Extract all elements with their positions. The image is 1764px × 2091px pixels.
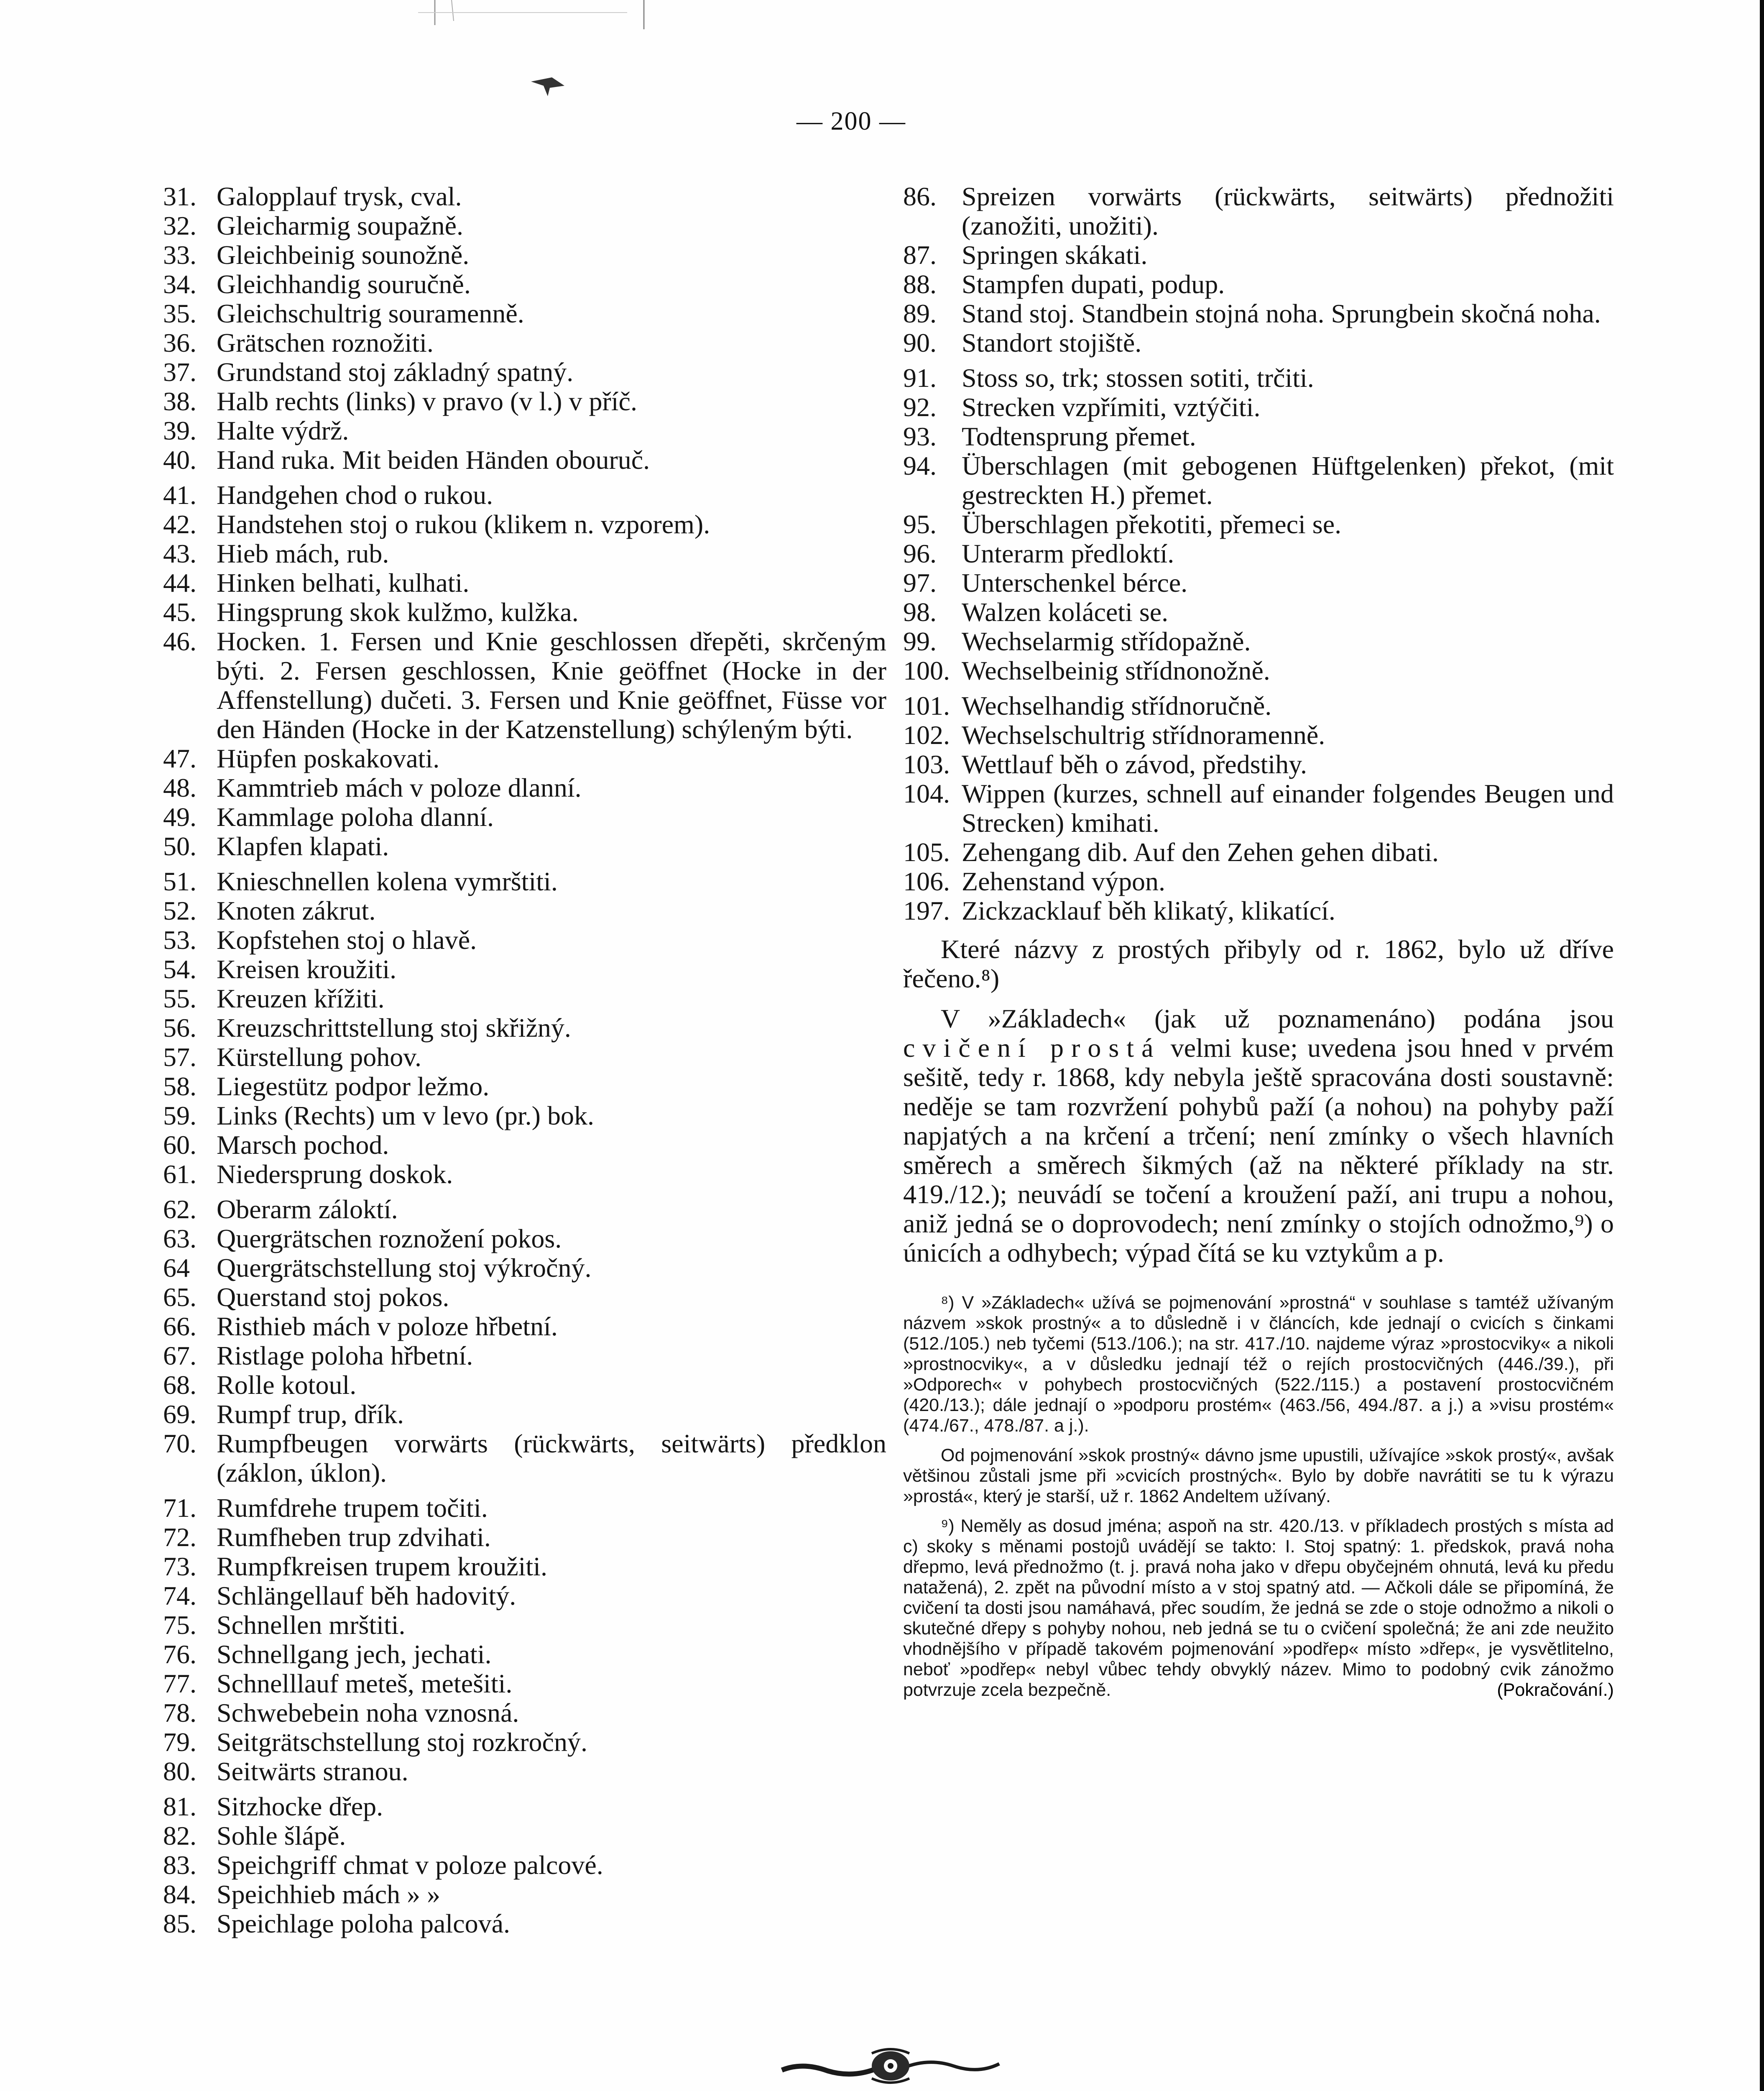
entry-text: Speichgriff chmat v poloze palcové. bbox=[217, 1850, 603, 1880]
entry-text: Strecken vzpřímiti, vztýčiti. bbox=[962, 392, 1261, 422]
paragraph-spaced: cvičení prostá bbox=[903, 1033, 1161, 1063]
list-item bbox=[163, 1429, 886, 1488]
entry-number: 96. bbox=[903, 539, 937, 568]
list-item bbox=[163, 1909, 886, 1938]
entry-number: 36. bbox=[163, 328, 197, 358]
list-item bbox=[163, 387, 886, 416]
entry-text: Walzen koláceti se. bbox=[962, 597, 1169, 627]
list-item bbox=[163, 1224, 886, 1253]
entry-number: 97. bbox=[903, 568, 937, 598]
list-item bbox=[163, 1851, 886, 1880]
entry-text: Überschlagen (mit gebogenen Hüftgelenken) překot, (mit gestreckten H.) přemet. bbox=[962, 451, 1614, 510]
entry-text: Galopplauf trysk, cval. bbox=[217, 181, 462, 211]
entry-text: Spreizen vorwärts (rückwärts, seitwärts) přednožiti (zanožiti, unožiti). bbox=[962, 181, 1614, 240]
paragraph-lead: V »Základech« (jak už poznamenáno) podána jsou bbox=[941, 1004, 1614, 1033]
list-item bbox=[163, 1253, 886, 1283]
entry-number: 39. bbox=[163, 416, 197, 445]
entry-number: 43. bbox=[163, 539, 197, 568]
entry-number: 70. bbox=[163, 1429, 197, 1458]
entry-text: Gleichschultrig souramenně. bbox=[217, 299, 524, 328]
entry-text: Oberarm záloktí. bbox=[217, 1194, 398, 1224]
entry-text: Hocken. 1. Fersen und Knie geschlossen dřepěti, skrčeným býti. 2. Fersen geschlossen, Knie geöffnet (Hocke in der Affenstellung) dučeti. 3. Fersen und Knie geöffnet, Füsse vor den Händen (Hocke in der Katzenstellung) schýleným býti. bbox=[217, 626, 886, 744]
list-item bbox=[163, 1341, 886, 1370]
list-item bbox=[163, 803, 886, 832]
entry-number: 38. bbox=[163, 386, 197, 416]
entry-number: 40. bbox=[163, 445, 197, 475]
entry-number: 63. bbox=[163, 1224, 197, 1253]
entry-text: Todtensprung přemet. bbox=[962, 422, 1196, 451]
list-item bbox=[163, 598, 886, 627]
list-item bbox=[163, 568, 886, 598]
entry-number: 34. bbox=[163, 269, 197, 299]
entry-text: Grätschen roznožiti. bbox=[217, 328, 434, 358]
entry-number: 69. bbox=[163, 1399, 197, 1429]
left-column bbox=[163, 182, 886, 1938]
entry-number: 92. bbox=[903, 392, 937, 422]
footnote-8-continued: Od pojmenování »skok prostný« dávno jsme upustili, užívajíce »skok prostý«, avšak většinou zůstali jsme při »cvicích prostných«. Bylo by dobře navrátiti se tu k výrazu »prostá«, který je starší, už r. 1862 Andeltem užívaný. bbox=[903, 1445, 1614, 1506]
entry-number: 49. bbox=[163, 802, 197, 832]
entry-text: Stand stoj. Standbein stojná noha. Sprungbein skočná noha. bbox=[962, 299, 1601, 328]
entry-number: 68. bbox=[163, 1370, 197, 1400]
entry-number: 86. bbox=[903, 181, 937, 211]
entry-number: 57. bbox=[163, 1042, 197, 1072]
entry-text: Wippen (kurzes, schnell auf einander folgendes Beugen und Strecken) kmihati. bbox=[962, 779, 1614, 838]
entry-number: 72. bbox=[163, 1522, 197, 1552]
list-item bbox=[163, 539, 886, 568]
entry-number: 50. bbox=[163, 831, 197, 861]
entry-text: Kammlage poloha dlanní. bbox=[217, 802, 494, 832]
entry-number: 56. bbox=[163, 1013, 197, 1043]
entry-text: Zickzacklauf běh klikatý, klikatící. bbox=[962, 896, 1335, 925]
list-item bbox=[903, 568, 1614, 598]
entry-text: Zehenstand výpon. bbox=[962, 867, 1165, 896]
entry-text: Wechselschultrig střídnoramenně. bbox=[962, 720, 1325, 750]
entry-number: 98. bbox=[903, 597, 937, 627]
list-item bbox=[903, 539, 1614, 568]
entry-number: 55. bbox=[163, 984, 197, 1013]
entry-number: 84. bbox=[163, 1879, 197, 1909]
entry-number: 33. bbox=[163, 240, 197, 270]
entry-number: 59. bbox=[163, 1101, 197, 1130]
list-item bbox=[163, 1195, 886, 1224]
list-item bbox=[163, 445, 886, 475]
entry-text: Hingsprung skok kulžmo, kulžka. bbox=[217, 597, 579, 627]
entry-text: Unterarm předloktí. bbox=[962, 539, 1174, 568]
entry-text: Links (Rechts) um v levo (pr.) bok. bbox=[217, 1101, 594, 1130]
entry-text: Hinken belhati, kulhati. bbox=[217, 568, 470, 598]
list-item bbox=[163, 211, 886, 240]
footnote-9: ⁹) Neměly as dosud jména; aspoň na str. 420./13. v příkladech prostých s místa ad c) skoky s měnami postojů uvádějí se takto: I. Stoj spatný: 1. předskok, pravá noha dřepmo, levá přednožmo (t. j. pravá noha jako v dřepu obyčejném ohnutá, levá ku předu natažená), 2. zpět na původní místo a v stoj spatný atd. — Ačkoli dále se připomíná, že cvičení ta dosti jsou namáhavá, přec soudím, že jedná se zde o stoje odnožmo a nikoli o skutečné dřepy s pohyby nohou, neb jedná se tu o cvičení společná; že ani zde neužito vhodnějšího v případě takovém pojmenování »podřep« místo »dřep«, je vysvětlitelno, neboť »podřep« nebyl vůbec tehdy obvyklý název. Mimo to podobný cvik zánožmo potvrzuje zcela bezpečně. bbox=[903, 1516, 1614, 1700]
entry-text: Kreisen kroužiti. bbox=[217, 954, 397, 984]
paragraph-zaklady bbox=[903, 1004, 1614, 1268]
entry-text: Ristlage poloha hřbetní. bbox=[217, 1341, 473, 1370]
list-item bbox=[163, 1400, 886, 1429]
entry-text: Halb rechts (links) v pravo (v l.) v příč. bbox=[217, 386, 637, 416]
entry-text: Speichhieb mách » » bbox=[217, 1879, 440, 1909]
list-item bbox=[163, 182, 886, 211]
entry-number: 91. bbox=[903, 363, 937, 393]
entry-text: Gleichbeinig sounožně. bbox=[217, 240, 470, 270]
list-item bbox=[163, 955, 886, 984]
entry-text: Stoss so, trk; stossen sotiti, trčiti. bbox=[962, 363, 1314, 393]
entry-number: 95. bbox=[903, 509, 937, 539]
list-item bbox=[163, 627, 886, 744]
entry-text: Knoten zákrut. bbox=[217, 896, 376, 925]
entry-number: 93. bbox=[903, 422, 937, 451]
entry-text: Wettlauf běh o závod, předstihy. bbox=[962, 749, 1307, 779]
list-item bbox=[163, 1552, 886, 1581]
entry-number: 66. bbox=[163, 1311, 197, 1341]
entry-text: Wechselbeinig střídnonožně. bbox=[962, 656, 1270, 685]
entry-number: 61. bbox=[163, 1159, 197, 1189]
continued-label: (Pokračování.) bbox=[1497, 1680, 1614, 1700]
entry-number: 101. bbox=[903, 691, 950, 721]
entry-number: 67. bbox=[163, 1341, 197, 1370]
paragraph-rest: velmi kuse; uvedena jsou hned v prvém sešitě, tedy r. 1868, kdy nebyla ještě spracována dosti soustavně: neděje se tam rozvržení pohybů paží (a nohou) na pohyby paží napjatých a na krčení a trčení; není zmínky o všech hlavních směrech a směrech šikmých (až na některé příklady na str. 419./12.); neuvádí se točení a kroužení paží, ani trupu a nohou, aniž jedná se o doprovodech; není zmínky o stojích odnožmo,⁹) o únicích a odhybech; výpad čítá se ku vztykům a p. bbox=[903, 1033, 1614, 1268]
entry-number: 82. bbox=[163, 1821, 197, 1851]
entry-number: 94. bbox=[903, 451, 937, 481]
entry-text: Marsch pochod. bbox=[217, 1130, 389, 1160]
entry-number: 65. bbox=[163, 1282, 197, 1312]
list-item bbox=[163, 1130, 886, 1160]
entry-text: Stampfen dupati, podup. bbox=[962, 269, 1225, 299]
list-item bbox=[903, 363, 1614, 393]
entry-number: 76. bbox=[163, 1639, 197, 1669]
entry-number: 104. bbox=[903, 779, 950, 808]
list-item bbox=[903, 299, 1614, 328]
entry-text: Querstand stoj pokos. bbox=[217, 1282, 449, 1312]
entry-text: Schnellgang jech, jechati. bbox=[217, 1639, 492, 1669]
list-item bbox=[163, 1640, 886, 1669]
entry-text: Quergrätschstellung stoj výkročný. bbox=[217, 1253, 592, 1283]
entry-text: Rumpfkreisen trupem kroužiti. bbox=[217, 1552, 547, 1581]
entry-number: 62. bbox=[163, 1194, 197, 1224]
list-item bbox=[163, 925, 886, 955]
entry-text: Grundstand stoj základný spatný. bbox=[217, 357, 574, 387]
entry-text: Sohle šlápě. bbox=[217, 1821, 346, 1851]
list-item bbox=[163, 1013, 886, 1043]
entry-number: 51. bbox=[163, 867, 197, 896]
entry-number: 103. bbox=[903, 749, 950, 779]
list-item bbox=[163, 1728, 886, 1757]
entry-number: 75. bbox=[163, 1610, 197, 1640]
list-item bbox=[163, 1698, 886, 1728]
list-item bbox=[903, 750, 1614, 779]
list-item bbox=[163, 1101, 886, 1130]
list-item bbox=[163, 1523, 886, 1552]
entry-number: 32. bbox=[163, 211, 197, 240]
entry-number: 99. bbox=[903, 626, 937, 656]
list-item bbox=[163, 270, 886, 299]
entry-number: 44. bbox=[163, 568, 197, 598]
entry-text: Gleicharmig soupažně. bbox=[217, 211, 463, 240]
list-item bbox=[903, 422, 1614, 451]
entry-text: Quergrätschen roznožení pokos. bbox=[217, 1224, 562, 1253]
entry-number: 77. bbox=[163, 1669, 197, 1698]
list-item bbox=[163, 1669, 886, 1698]
list-item bbox=[163, 240, 886, 270]
list-item bbox=[903, 328, 1614, 358]
list-item bbox=[163, 1072, 886, 1101]
entry-text: Kreuzen křížiti. bbox=[217, 984, 385, 1013]
entry-number: 87. bbox=[903, 240, 937, 270]
entry-text: Gleichhandig souručně. bbox=[217, 269, 471, 299]
list-item bbox=[163, 984, 886, 1013]
entry-text: Überschlagen překotiti, přemeci se. bbox=[962, 509, 1342, 539]
entry-number: 37. bbox=[163, 357, 197, 387]
entry-text: Rumfheben trup zdvihati. bbox=[217, 1522, 491, 1552]
list-item bbox=[903, 896, 1614, 925]
entry-text: Unterschenkel bérce. bbox=[962, 568, 1188, 598]
entry-text: Standort stojiště. bbox=[962, 328, 1142, 358]
entry-text: Wechselarmig střídopažně. bbox=[962, 626, 1251, 656]
list-item bbox=[163, 299, 886, 328]
list-item bbox=[163, 1160, 886, 1189]
entry-text: Hand ruka. Mit beiden Händen obouruč. bbox=[217, 445, 650, 475]
entry-number: 106. bbox=[903, 867, 950, 896]
entry-text: Risthieb mách v poloze hřbetní. bbox=[217, 1311, 558, 1341]
right-column bbox=[903, 182, 1614, 1700]
list-item bbox=[163, 832, 886, 861]
list-item bbox=[903, 393, 1614, 422]
list-item bbox=[163, 416, 886, 445]
entry-text: Knieschnellen kolena vymrštiti. bbox=[217, 867, 558, 896]
entry-text: Kreuzschrittstellung stoj skřižný. bbox=[217, 1013, 571, 1043]
list-item bbox=[163, 1610, 886, 1640]
entry-number: 71. bbox=[163, 1493, 197, 1523]
entry-text: Hüpfen poskakovati. bbox=[217, 744, 440, 773]
entry-number: 53. bbox=[163, 925, 197, 955]
entry-text: Zehengang dib. Auf den Zehen gehen dibati. bbox=[962, 837, 1439, 867]
entry-number: 197. bbox=[903, 896, 950, 925]
entry-text: Rolle kotoul. bbox=[217, 1370, 357, 1400]
entry-number: 105. bbox=[903, 837, 950, 867]
entry-number: 48. bbox=[163, 773, 197, 803]
list-item bbox=[163, 896, 886, 925]
entry-number: 54. bbox=[163, 954, 197, 984]
list-item bbox=[903, 838, 1614, 867]
entry-number: 102. bbox=[903, 720, 950, 750]
entry-text: Sitzhocke dřep. bbox=[217, 1792, 383, 1821]
entry-text: Niedersprung doskok. bbox=[217, 1159, 453, 1189]
entry-text: Springen skákati. bbox=[962, 240, 1148, 270]
entry-number: 47. bbox=[163, 744, 197, 773]
list-item bbox=[903, 182, 1614, 240]
entry-text: Kürstellung pohov. bbox=[217, 1042, 422, 1072]
list-item bbox=[163, 1880, 886, 1909]
list-item bbox=[903, 867, 1614, 896]
list-item bbox=[903, 270, 1614, 299]
entry-number: 78. bbox=[163, 1698, 197, 1728]
entry-number: 31. bbox=[163, 181, 197, 211]
list-item bbox=[163, 1757, 886, 1786]
entry-text: Halte výdrž. bbox=[217, 416, 349, 445]
entry-text: Speichlage poloha palcová. bbox=[217, 1909, 510, 1938]
entry-text: Seitgrätschstellung stoj rozkročný. bbox=[217, 1727, 587, 1757]
paragraph-names: Které názvy z prostých přibyly od r. 1862, bylo už dříve řečeno.⁸) bbox=[903, 934, 1614, 993]
list-item bbox=[163, 1370, 886, 1400]
entry-number: 46. bbox=[163, 626, 197, 656]
list-item bbox=[903, 721, 1614, 750]
list-item bbox=[903, 598, 1614, 627]
entry-text: Kammtrieb mách v poloze dlanní. bbox=[217, 773, 582, 803]
entry-number: 89. bbox=[903, 299, 937, 328]
entry-number: 74. bbox=[163, 1581, 197, 1610]
entry-number: 41. bbox=[163, 480, 197, 510]
entry-text: Liegestütz podpor ležmo. bbox=[217, 1071, 490, 1101]
entry-number: 100. bbox=[903, 656, 950, 685]
entry-number: 60. bbox=[163, 1130, 197, 1160]
footnote-8: ⁸) V »Základech« užívá se pojmenování »prostná“ v souhlase s tamtéž užívaným názvem »skok prostný« a to důsledně i v článcích, kde jednají o cvicích s činkami (512./105.) neb tyčemi (513./106.); na str. 417./10. najdeme výraz »prostocviky« a nikoli »prostnocviky«, a v důsledku jednají též o rejích prostocvičných (446./39.), při »Odporech« v pohybech prostocvičných (522./115.) a postavení prostocvičném (420./13.); dále jednají o »podporu prostém« (463./56, 494./87. a j.) a »visu prostém« (474./67., 478./87. a j.). bbox=[903, 1293, 1614, 1436]
entry-number: 79. bbox=[163, 1727, 197, 1757]
list-item bbox=[903, 240, 1614, 270]
right-entries bbox=[903, 182, 1614, 925]
entry-text: Schwebebein noha vznosná. bbox=[217, 1698, 519, 1728]
ink-mark-icon bbox=[527, 69, 569, 98]
entry-number: 80. bbox=[163, 1756, 197, 1786]
entry-text: Kopfstehen stoj o hlavě. bbox=[217, 925, 477, 955]
entry-text: Handstehen stoj o rukou (klikem n. vzporem). bbox=[217, 509, 710, 539]
page-number: — 200 — bbox=[796, 107, 906, 135]
entry-number: 52. bbox=[163, 896, 197, 925]
entry-number: 81. bbox=[163, 1792, 197, 1821]
list-item bbox=[903, 627, 1614, 656]
list-item bbox=[163, 867, 886, 896]
list-item bbox=[903, 451, 1614, 510]
list-item bbox=[163, 744, 886, 773]
entry-number: 85. bbox=[163, 1909, 197, 1938]
list-item bbox=[903, 691, 1614, 721]
entry-number: 35. bbox=[163, 299, 197, 328]
list-item bbox=[903, 656, 1614, 685]
entry-text: Wechselhandig střídnoručně. bbox=[962, 691, 1272, 721]
list-item bbox=[163, 328, 886, 358]
entry-number: 73. bbox=[163, 1552, 197, 1581]
entry-number: 45. bbox=[163, 597, 197, 627]
entry-text: Klapfen klapati. bbox=[217, 831, 389, 861]
entry-text: Seitwärts stranou. bbox=[217, 1756, 408, 1786]
list-item bbox=[903, 510, 1614, 539]
list-item bbox=[163, 1043, 886, 1072]
entry-number: 64 bbox=[163, 1253, 190, 1283]
list-item bbox=[163, 1312, 886, 1341]
entry-number: 83. bbox=[163, 1850, 197, 1880]
entry-number: 90. bbox=[903, 328, 937, 358]
list-item bbox=[163, 1581, 886, 1610]
entry-text: Schlängellauf běh hadovitý. bbox=[217, 1581, 516, 1610]
entry-text: Rumpfbeugen vorwärts (rückwärts, seitwärts) předklon (záklon, úklon). bbox=[217, 1429, 886, 1488]
list-item bbox=[163, 1493, 886, 1523]
scan-mark-icon bbox=[376, 0, 753, 33]
list-item bbox=[163, 510, 886, 539]
entry-text: Schnellen mrštiti. bbox=[217, 1610, 406, 1640]
entry-text: Hieb mách, rub. bbox=[217, 539, 389, 568]
ornament-icon bbox=[778, 2045, 1003, 2087]
entry-text: Schnelllauf meteš, metešiti. bbox=[217, 1669, 513, 1698]
list-item bbox=[903, 779, 1614, 838]
list-item bbox=[163, 773, 886, 803]
entry-text: Rumpf trup, dřík. bbox=[217, 1399, 404, 1429]
entry-number: 42. bbox=[163, 509, 197, 539]
list-item bbox=[163, 1821, 886, 1851]
list-item bbox=[163, 358, 886, 387]
entry-number: 88. bbox=[903, 269, 937, 299]
entry-text: Rumfdrehe trupem točiti. bbox=[217, 1493, 488, 1523]
list-item bbox=[163, 481, 886, 510]
list-item bbox=[163, 1283, 886, 1312]
entry-number: 58. bbox=[163, 1071, 197, 1101]
list-item bbox=[163, 1792, 886, 1821]
entry-text: Handgehen chod o rukou. bbox=[217, 480, 493, 510]
